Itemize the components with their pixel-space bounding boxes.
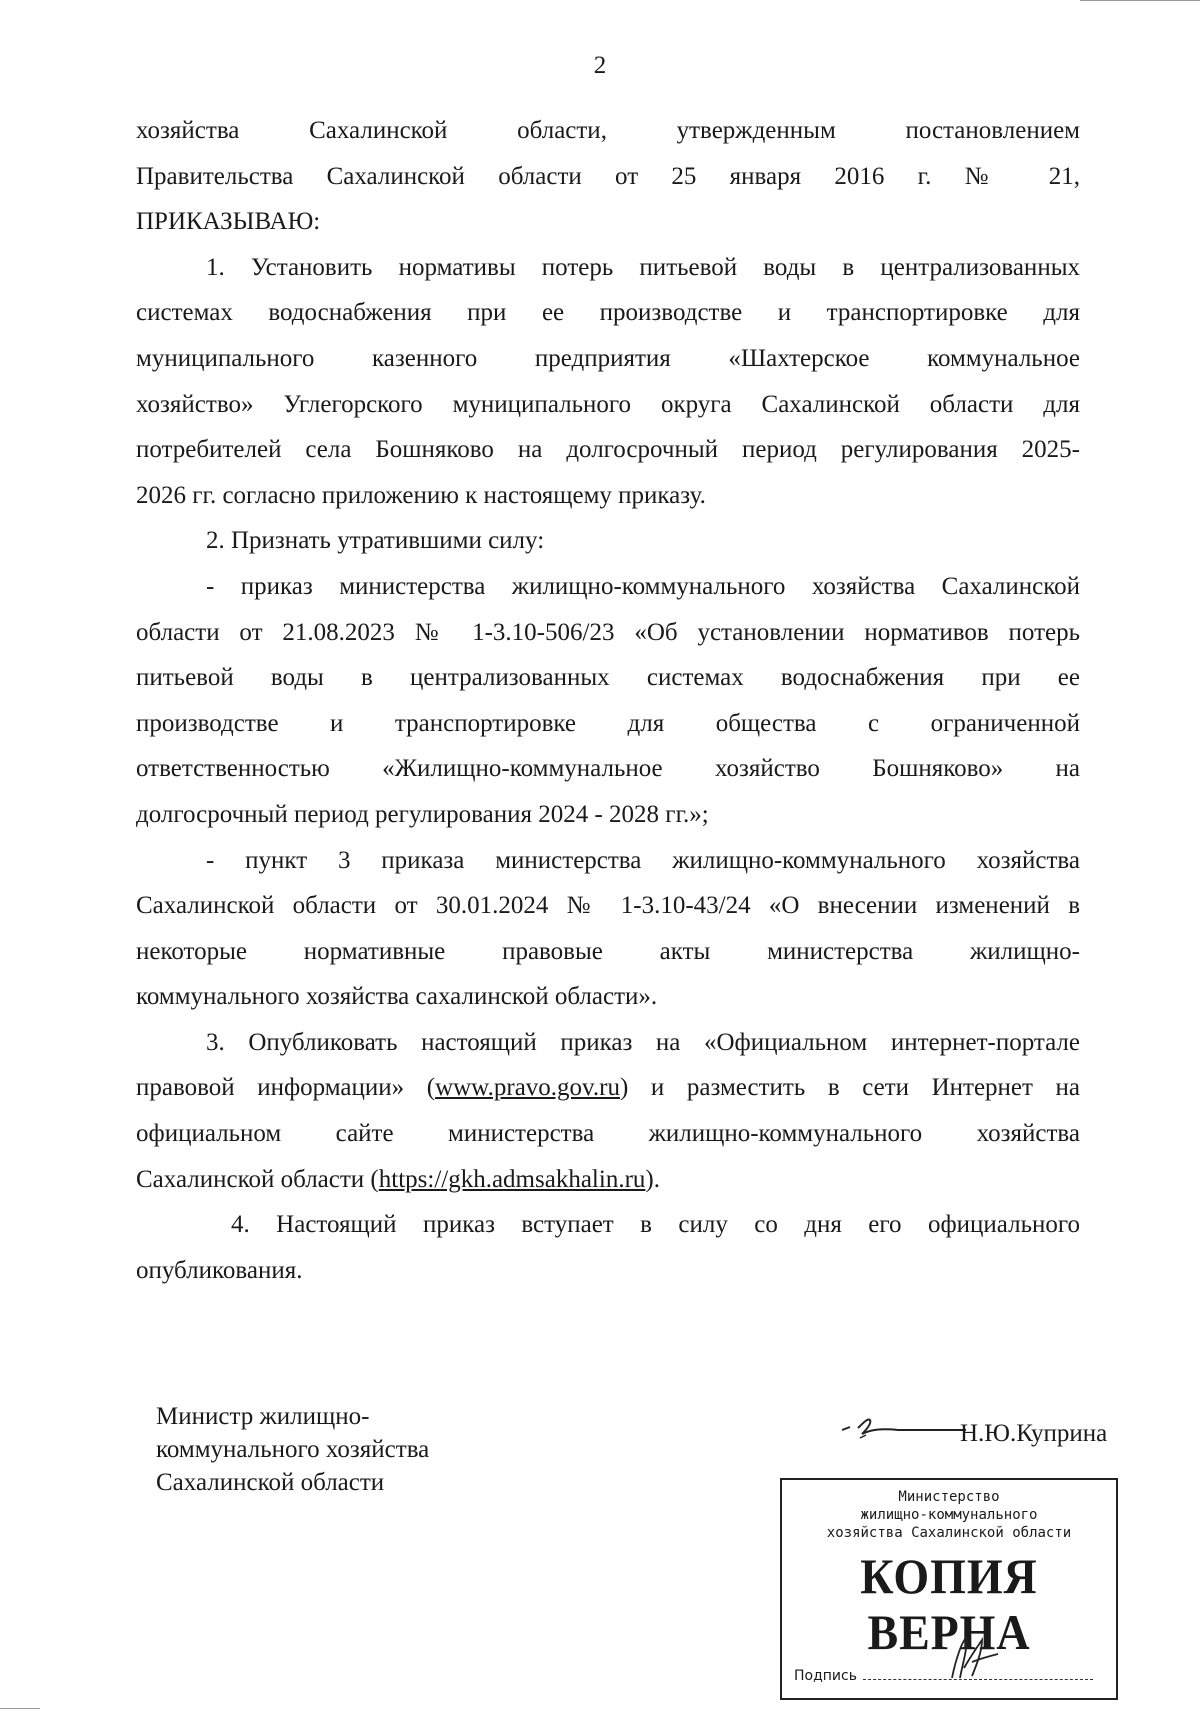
body-line: опубликования. [136, 1256, 303, 1284]
stamp-org-line: жилищно-коммунального [860, 1507, 1038, 1523]
handwritten-signature [840, 1408, 970, 1448]
body-line: системах водоснабжения при ее производстве и транспортировке для [136, 299, 1080, 327]
body-line: коммунального хозяйства сахалинской области». [136, 983, 658, 1011]
document-body [136, 108, 1080, 1293]
body-line: 1. Установить нормативы потерь питьевой воды в централизованных [206, 253, 1080, 281]
gkh-link[interactable]: https://gkh.admsakhalin.ru [378, 1165, 646, 1193]
stamp-org-line: Министерство [898, 1489, 1000, 1505]
body-line: официальном сайте министерства жилищно-коммунального хозяйства [136, 1120, 1080, 1148]
body-text-segment: ) и разместить в сети Интернет на [620, 1074, 1081, 1102]
signer-position-line: Министр жилищно- [156, 1403, 370, 1430]
body-line [136, 1065, 1080, 1111]
body-line: 2. Признать утратившими силу: [206, 527, 545, 555]
signer-position-line: коммунального хозяйства [156, 1436, 430, 1463]
body-line: - пункт 3 приказа министерства жилищно-коммунального хозяйства [206, 846, 1080, 874]
body-line: некоторые нормативные правовые акты министерства жилищно- [136, 937, 1080, 965]
body-line: хозяйство» Углегорского муниципального округа Сахалинской области для [136, 390, 1080, 418]
stamp-org [782, 1488, 1116, 1542]
body-line: 3. Опубликовать настоящий приказ на «Официальном интернет-портале [206, 1028, 1080, 1056]
signer-position-line: Сахалинской области [156, 1469, 385, 1496]
body-line: ответственностью «Жилищно-коммунальное хозяйство Бошняково» на [136, 755, 1080, 783]
body-line: области от 21.08.2023 № 1-3.10-506/23 «Об установлении нормативов потерь [136, 618, 1080, 646]
body-line: питьевой воды в централизованных системах водоснабжения при ее [136, 664, 1080, 692]
body-line: Правительства Сахалинской области от 25 января 2016 г. № 21, [136, 162, 1080, 190]
stamp-main-text: КОПИЯ ВЕРНА [860, 1548, 1038, 1660]
body-text-segment: правовой информации» ( [136, 1074, 436, 1102]
body-line: - приказ министерства жилищно-коммунального хозяйства Сахалинской [206, 572, 1080, 600]
scan-edge-mark [1080, 0, 1200, 1]
page-number: 2 [593, 52, 607, 79]
pravo-link[interactable]: www.pravo.gov.ru [435, 1074, 620, 1102]
body-line [136, 1157, 1080, 1203]
signer-position [156, 1400, 429, 1499]
body-line: Сахалинской области от 30.01.2024 № 1-3.10-43/24 «О внесении изменений в [136, 892, 1080, 920]
body-line: потребителей села Бошняково на долгосрочный период регулирования 2025- [136, 436, 1080, 464]
body-line: 2026 гг. согласно приложению к настоящему приказу. [136, 481, 706, 509]
body-line: хозяйства Сахалинской области, утвержденным постановлением [136, 117, 1080, 144]
stamp-sign-label: Подпись [794, 1668, 857, 1684]
body-line: муниципального казенного предприятия «Шахтерское коммунальное [136, 344, 1080, 372]
scan-edge-mark [0, 1708, 40, 1709]
stamp-org-line: хозяйства Сахалинской области [826, 1525, 1072, 1541]
signer-name: Н.Ю.Куприна [960, 1420, 1108, 1447]
body-text-segment: Сахалинской области ( [136, 1165, 379, 1193]
copy-certified-stamp [780, 1478, 1118, 1700]
body-line: 4. Настоящий приказ вступает в силу со дня его официального [231, 1211, 1080, 1239]
body-line: производстве и транспортировке для общества с ограниченной [136, 709, 1080, 737]
body-line: ПРИКАЗЫВАЮ: [136, 208, 321, 236]
body-text-segment: ). [645, 1165, 660, 1193]
stamp-signature-scribble [942, 1628, 1002, 1688]
body-line: долгосрочный период регулирования 2024 - 2028 гг.»; [136, 800, 709, 828]
